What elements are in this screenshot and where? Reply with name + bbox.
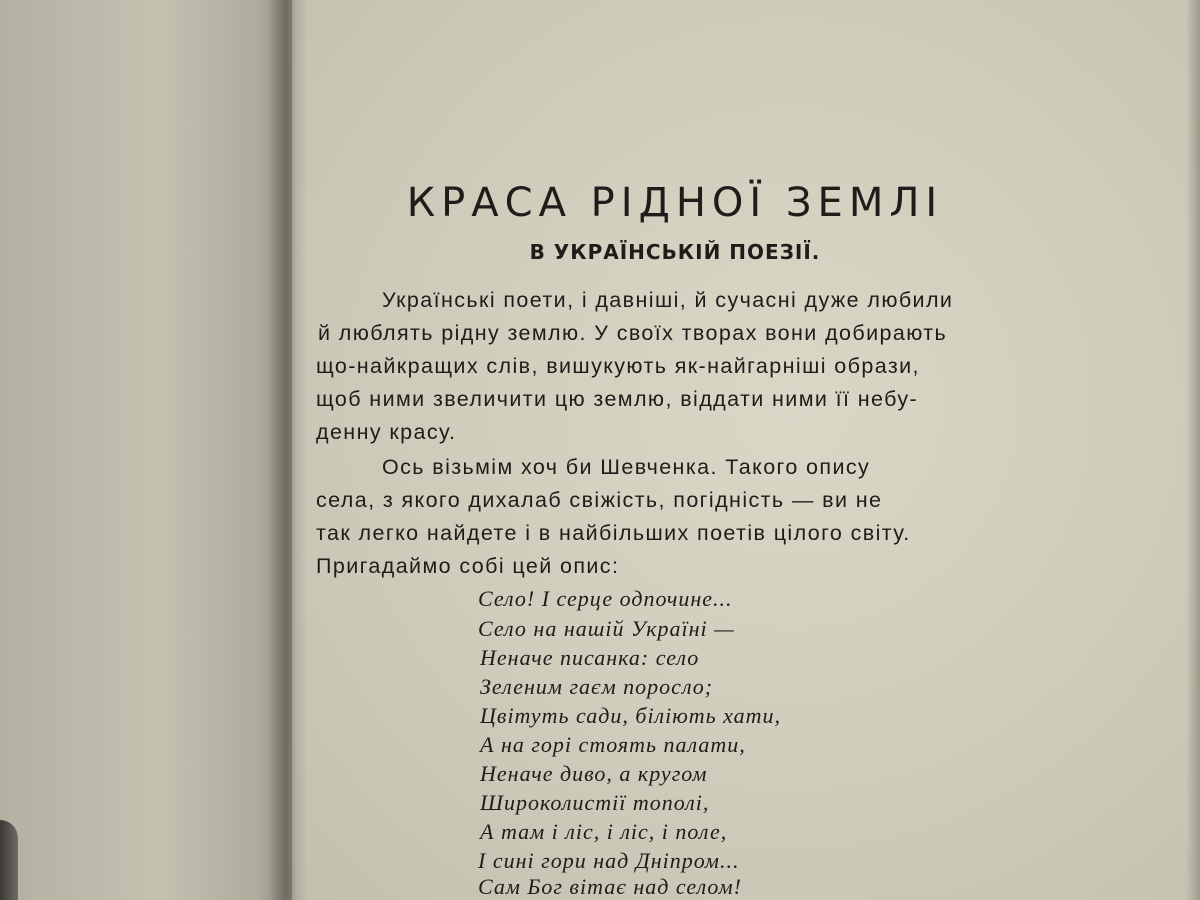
page-edge-shadow [1186,0,1200,900]
paragraph-1-line-3: що-найкращих слів, вишукують як-найгарніші образи, [316,354,920,378]
poem-line: Сам Бог вітає над селом! [478,874,742,899]
paragraph-1-line-2: й люблять рідну землю. У своїх творах вони добирають [318,321,948,345]
book-edge [0,820,18,900]
poem-line: Неначе писанка: село [480,645,700,670]
poem-line: Широколистії тополі, [480,790,710,815]
poem-line: Село! І серце одпочине... [478,586,733,611]
left-page [0,0,292,900]
paragraph-2-line-3: так легко найдете і в найбільших поетів цілого світу. [316,521,911,545]
paragraph-1-line-1: Українські поети, і давніші, й сучасні дуже любили [382,288,954,312]
book-gutter [268,0,308,900]
poem-line: Село на нашій Україні — [478,616,735,641]
poem-line: А на горі стоять палати, [480,732,746,757]
paragraph-2-line-4: Пригадаймо собі цей опис: [316,554,620,578]
right-page [292,0,1200,900]
poem-line: Зеленим гаєм поросло; [480,674,714,699]
poem-line: Цвітуть сади, біліють хати, [480,703,782,728]
paragraph-2-line-2: села, з якого дихалаб свіжість, погідність — ви не [316,488,883,512]
poem-line: А там і ліс, і ліс, і поле, [480,819,728,844]
paragraph-1-line-4: щоб ними звеличити цю землю, віддати ними її небу- [316,387,919,411]
paragraph-1-line-5: денну красу. [316,420,457,444]
page-subtitle: В УКРАЇНСЬКІЙ ПОЕЗІЇ. [529,240,821,264]
page-title: КРАСА РІДНОЇ ЗЕМЛІ [406,180,944,226]
poem-line: І сині гори над Дніпром... [478,848,740,873]
poem-line: Неначе диво, а кругом [480,761,708,786]
paragraph-2-line-1: Ось візьмім хоч би Шевченка. Такого опису [382,455,871,479]
